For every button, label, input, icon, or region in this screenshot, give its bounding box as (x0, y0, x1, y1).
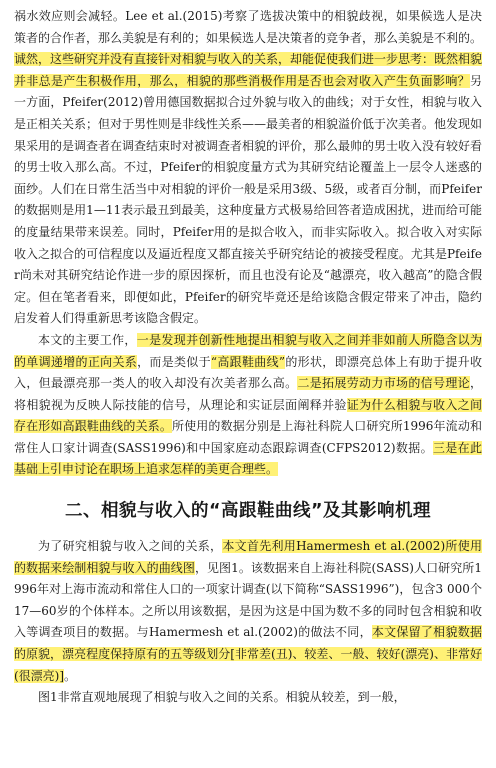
highlighted-text: 二是拓展劳动力市场的信号理论 (297, 376, 470, 391)
highlighted-text: 三是在此基础上引申讨论在职场上追求怎样的美更合理些。 (14, 440, 482, 477)
body-text: 的形状，即漂亮总体上有助于提升收入，但最漂亮那一类人的收入却没有次美者那么高。 (14, 354, 482, 391)
highlighted-text: 一是发现并创新性地提出相貌与收入之间并非如前人所隐含以为的单调递增的正向关系 (14, 332, 482, 369)
body-text: ，将相貌视为反映人际技能的信号，从理论和实证层面阐释并验 (14, 376, 482, 412)
body-text: 图1非常直观地展现了相貌与收入之间的关系。相貌从较差，到一般， (38, 690, 406, 705)
body-text: 所使用的数据分别是上海社科院人口研究所1996年流动和常住人口家计调查(SASS1996)和中国家庭动态跟踪调查(CFPS2012)数据。 (14, 419, 482, 455)
body-text: 另一方面，Pfeifer(2012)曾用德国数据拟合过外貌与收入的曲线；对于女性，相貌与收入是正相关关系；但对于男性则是非线性关系——最美者的相貌溢价低于次美者。他发现如果采用的是调查者在调查结束时对被调查者相貌的评价，那么最帅的男士收入没有较好看的男士收入那么高。不过，Pfeifer的相貌度量方式为其研究结论覆盖上一层令人迷惑的面纱。人们在日常生活当中对相貌的评价一般是采用3级、5级，或者百分制，而Pfeifer的数据则是用1—11表示最丑到最美，这种度量方式极易给回答者造成困扰，进而给可能的度量结果带来误差。同时，Pfeifer用的是拟合收入，而非实际收入。拟合收入对实际收入之拟合的可信程度以及逼近程度又都直接关乎研究结论的被接受程度。尤其是Pfeifer尚未对其研究结论作进一步的原因探析，而且也没有论及“越漂亮，收入越高”的隐含假定。但在笔者看来，即便如此，Pfeifer的研究毕竟还是给该隐含假定带来了冲击，隐约启发着人们得重新思考该隐含假定。 (14, 73, 483, 326)
body-text: 祸水效应则会减轻。Lee et al.(2015)考察了选拔决策中的相貌歧视，如果候选人是决策者的合作者，那么美貌是有利的；如果候选人是决策者的竞争者，那么美貌是不利的。 (14, 9, 483, 45)
highlighted-text: 本文首先利用Hamermesh et al.(2002)所使用的数据来绘制相貌与收入的曲线图 (14, 539, 482, 575)
body-text: 为了研究相貌与收入之间的关系， (38, 539, 223, 554)
body-text: 。 (64, 668, 77, 683)
body-paragraph-1 (14, 6, 482, 330)
highlighted-text: 证为什么相貌与收入之间存在形如高跟鞋曲线的关系。 (14, 397, 482, 434)
body-text: 本文的主要工作， (38, 332, 137, 347)
body-text: ，见图1。该数据来自上海社科院(SASS)人口研究所1996年对上海市流动和常住人口的一项家计调查(以下简称“SASS1996”)，包含3 000个17—60岁的个体样本。之所以用该数据，是因为这是中国为数不多的同时包含相貌和收入等调查项目的数据。与Hamermesh et al.(2002)的做法不同， (14, 560, 482, 640)
highlighted-text: “高跟鞋曲线” (210, 354, 286, 369)
highlighted-text: 本文保留了相貌数据的原貌，漂亮程度保持原有的五等级划分[非常差(丑)、较差、一般、较好(漂亮)、非常好(很漂亮)] (14, 625, 482, 683)
section-heading: 二、相貌与收入的“高跟鞋曲线”及其影响机理 (64, 501, 431, 522)
body-paragraph-4 (14, 687, 482, 709)
body-text: ，而是类似于 (137, 354, 211, 369)
highlighted-text: 诚然，这些研究并没有直接针对相貌与收入的关系，却能促使我们进一步思考：既然相貌并非总是产生积极作用，那么，相貌的那些消极作用是否也会对收入产生负面影响？ (14, 52, 483, 88)
body-paragraph-2 (14, 330, 482, 481)
body-paragraph-3 (14, 536, 482, 687)
